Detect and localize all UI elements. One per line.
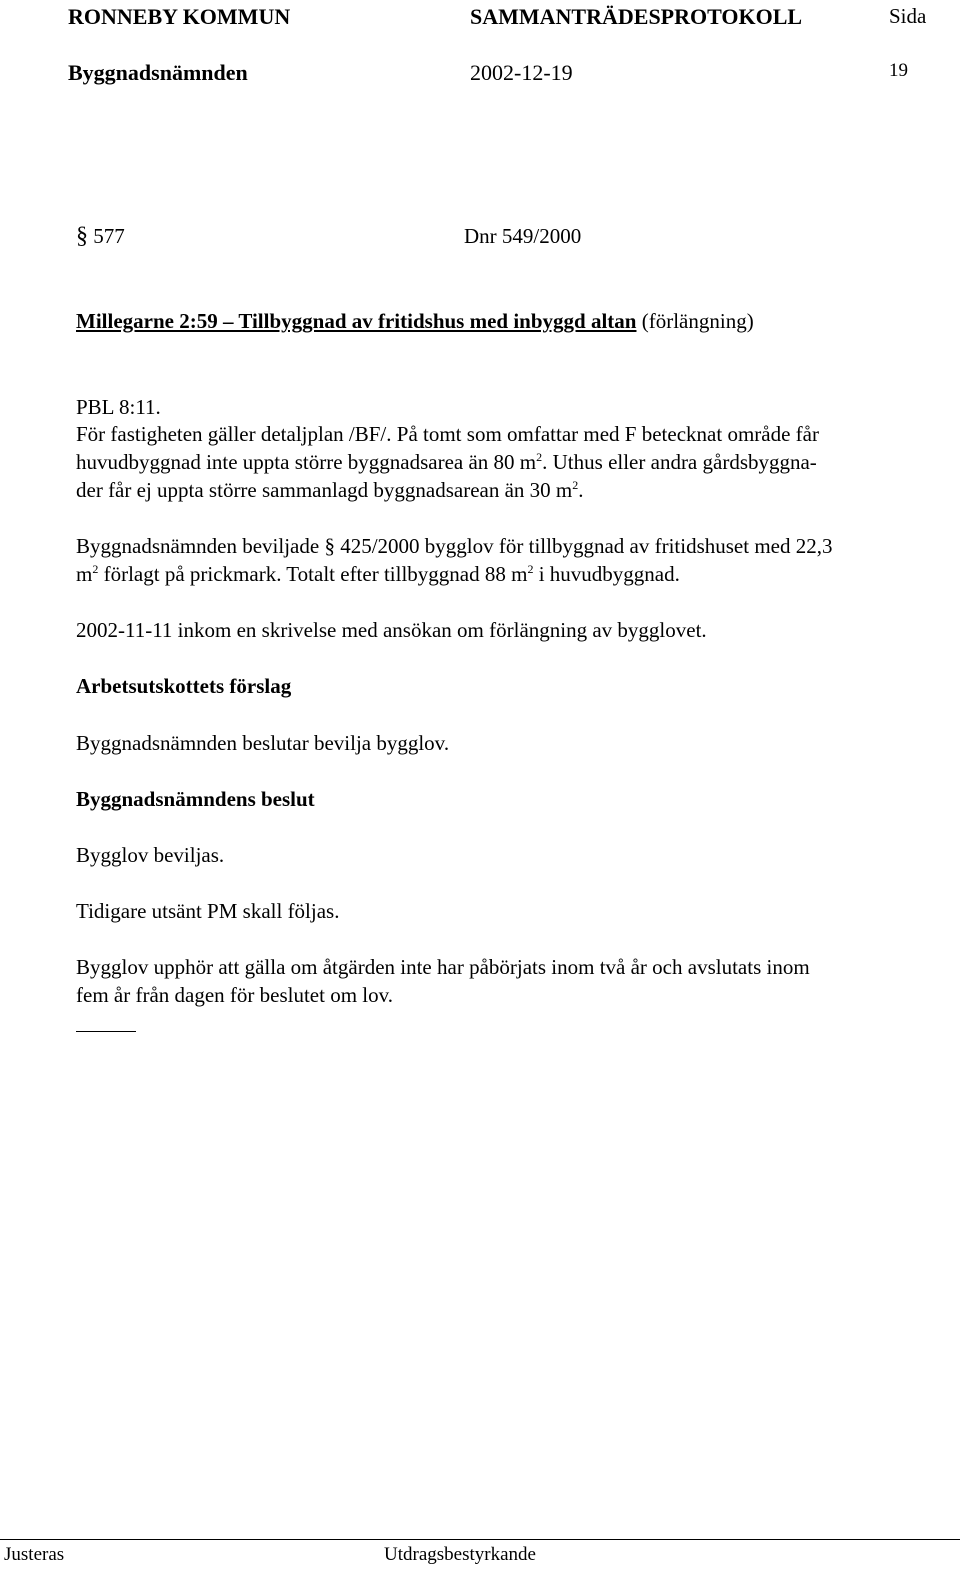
case-number-line <box>76 222 125 250</box>
heading-proposal: Arbetsutskottets förslag <box>76 674 292 698</box>
validity-line-1: Bygglov upphör att gälla om åtgärden inte har påbörjats inom två år och avslutats inom <box>76 955 810 979</box>
case-title <box>76 307 754 335</box>
case-title-main: Millegarne 2:59 – Tillbyggnad av fritidshus med inbyggd altan <box>76 309 637 333</box>
superscript: 2 <box>92 562 99 576</box>
decision-text: Bygglov beviljas. <box>76 843 225 867</box>
law-reference: PBL 8:11. <box>76 395 161 419</box>
text-segment: 425/2000 bygglov för tillbyggnad av fritidshuset med 22,3 <box>334 534 833 558</box>
footer-divider <box>0 1539 960 1540</box>
proposal-text: Byggnadsnämnden beslutar bevilja bygglov. <box>76 731 450 755</box>
footer-utdragsbestyrkande: Utdragsbestyrkande <box>384 1544 536 1565</box>
paragraph-2-line-2 <box>76 560 680 591</box>
case-title-suffix: (förlängning) <box>636 309 754 333</box>
paragraph-number: 577 <box>93 224 125 248</box>
document-type: SAMMANTRÄDESPROTOKOLL <box>470 4 803 29</box>
paragraph-1-line-2: För fastigheten gäller detaljplan /BF/. På tomt som omfattar med F betecknat område får <box>76 422 819 446</box>
text-segment: . <box>578 478 584 502</box>
text-segment: . Uthus eller andra gårdsbyggna- <box>542 450 817 474</box>
pm-text: Tidigare utsänt PM skall följas. <box>76 899 340 923</box>
diary-number: Dnr 549/2000 <box>464 224 582 248</box>
validity-line-2: fem år från dagen för beslutet om lov. <box>76 983 394 1007</box>
text-segment: m <box>76 562 93 586</box>
meeting-date: 2002-12-19 <box>470 60 573 85</box>
section-sign: § <box>324 534 335 558</box>
text-segment: huvudbyggnad inte uppta större byggnadsarea än 80 m <box>76 450 537 474</box>
committee-name: Byggnadsnämnden <box>68 60 248 85</box>
text-segment: Byggnadsnämnden beviljade <box>76 534 325 558</box>
text-segment: der får ej uppta större sammanlagd byggnadsarean än 30 m <box>76 478 573 502</box>
paragraph-1-line-3 <box>76 448 817 479</box>
municipality-name: RONNEBY KOMMUN <box>68 4 291 29</box>
superscript: 2 <box>572 478 579 492</box>
end-rule <box>76 1031 136 1032</box>
heading-decision: Byggnadsnämndens beslut <box>76 787 315 811</box>
paragraph-3: 2002-11-11 inkom en skrivelse med ansökan om förlängning av bygglovet. <box>76 618 707 642</box>
paragraph-1-line-4 <box>76 476 584 507</box>
text-segment: i huvudbyggnad. <box>533 562 680 586</box>
footer-justeras: Justeras <box>4 1544 65 1565</box>
superscript: 2 <box>536 450 543 464</box>
text-segment: förlagt på prickmark. Totalt efter tillbyggnad 88 m <box>98 562 528 586</box>
paragraph-2-line-1 <box>76 532 832 560</box>
page-label: Sida <box>889 4 927 28</box>
page-number: 19 <box>889 60 908 81</box>
superscript: 2 <box>527 562 534 576</box>
section-sign: § <box>76 223 88 249</box>
